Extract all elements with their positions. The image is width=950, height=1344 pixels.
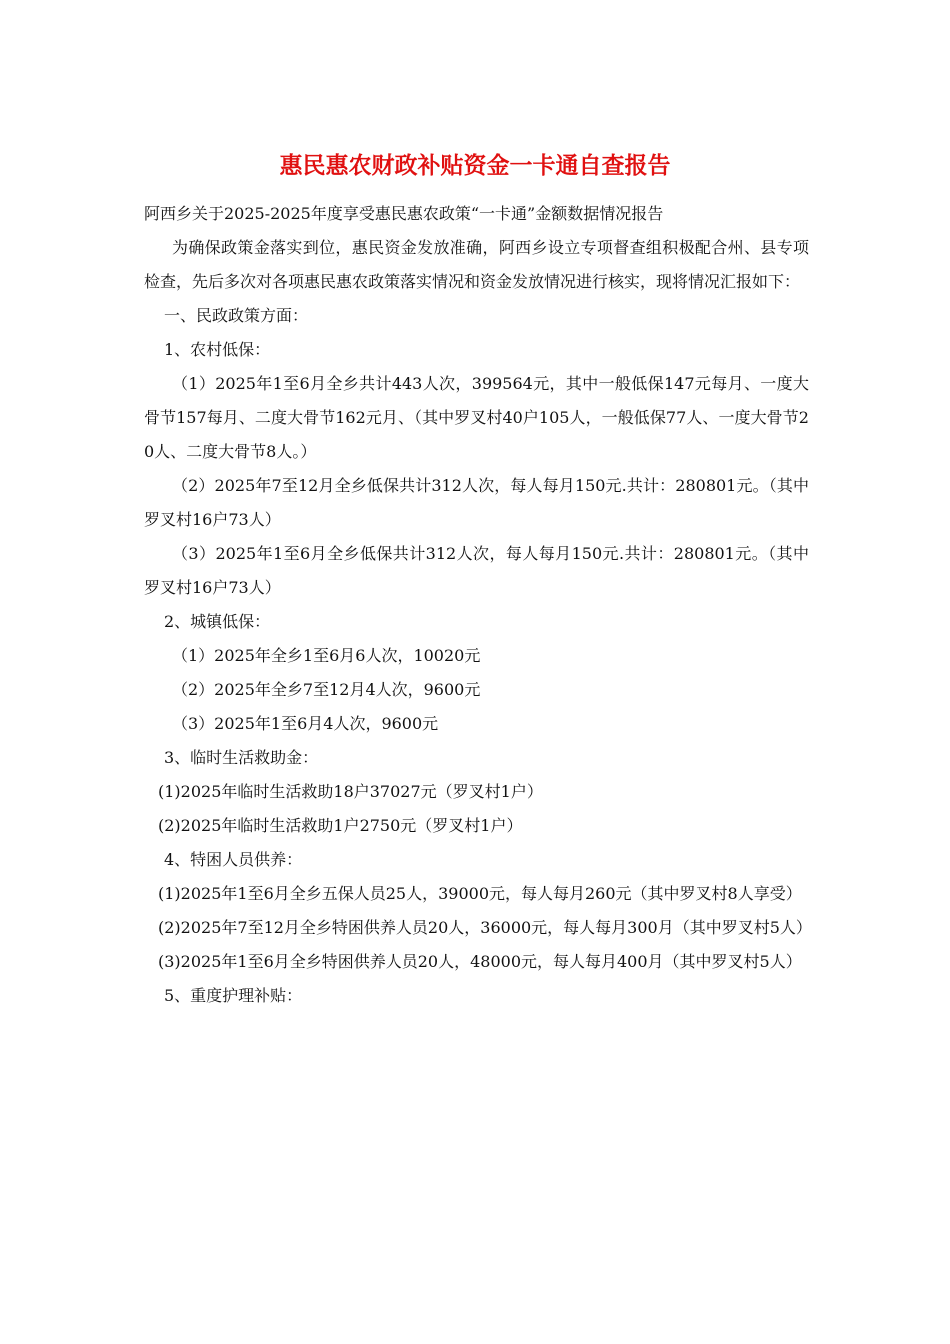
intro-paragraph: 为确保政策金落实到位，惠民资金发放准确，阿西乡设立专项督查组积极配合州、县专项检查，先后多次对各项惠民惠农政策落实情况和资金发放情况进行核实，现将情况汇报如下： bbox=[144, 238, 809, 291]
subheading-severe-care-subsidy: 5、重度护理补贴： bbox=[164, 986, 303, 1005]
subheading-extreme-poverty-support: 4、特困人员供养： bbox=[164, 850, 303, 869]
urban-item-1: （1）2025年全乡1至6月6人次，10020元 bbox=[172, 646, 481, 665]
poverty-item-2: (2)2025年7至12月全乡特困供养人员20人，36000元，每人每月300月（其中罗叉村5人） bbox=[158, 918, 812, 937]
document-title: 惠民惠农财政补贴资金一卡通自查报告 bbox=[279, 152, 671, 179]
relief-item-2: (2)2025年临时生活救助1户2750元（罗叉村1户） bbox=[158, 816, 523, 835]
rural-item-2: （2）2025年7至12月全乡低保共计312人次，每人每月150元.共计：280801元。（其中罗叉村16户73人） bbox=[144, 476, 809, 529]
subheading-temporary-relief: 3、临时生活救助金： bbox=[164, 748, 319, 767]
section-heading-civil-affairs: 一、民政政策方面： bbox=[164, 306, 309, 325]
relief-item-1: (1)2025年临时生活救助18户37027元（罗叉村1户） bbox=[158, 782, 543, 801]
urban-item-2: （2）2025年全乡7至12月4人次，9600元 bbox=[172, 680, 481, 699]
rural-item-1: （1）2025年1至6月全乡共计443人次，399564元，其中一般低保147元每月、一度大骨节157每月、二度大骨节162元月、（其中罗叉村40户105人，一般低保77人、一度大骨节20人、二度大骨节8人。） bbox=[144, 374, 809, 461]
subheading-urban-subsistence: 2、城镇低保： bbox=[164, 612, 271, 631]
document-body bbox=[144, 197, 812, 1013]
rural-item-3: （3）2025年1至6月全乡低保共计312人次，每人每月150元.共计：280801元。（其中罗叉村16户73人） bbox=[144, 544, 809, 597]
urban-item-3: （3）2025年1至6月4人次，9600元 bbox=[172, 714, 439, 733]
poverty-item-1: (1)2025年1至6月全乡五保人员25人，39000元，每人每月260元（其中罗叉村8人享受） bbox=[158, 884, 802, 903]
poverty-item-3: (3)2025年1至6月全乡特困供养人员20人，48000元，每人每月400月（其中罗叉村5人） bbox=[158, 952, 802, 971]
subheading-rural-subsistence: 1、农村低保： bbox=[164, 340, 271, 359]
report-subtitle: 阿西乡关于2025-2025年度享受惠民惠农政策“一卡通”金额数据情况报告 bbox=[144, 204, 664, 223]
